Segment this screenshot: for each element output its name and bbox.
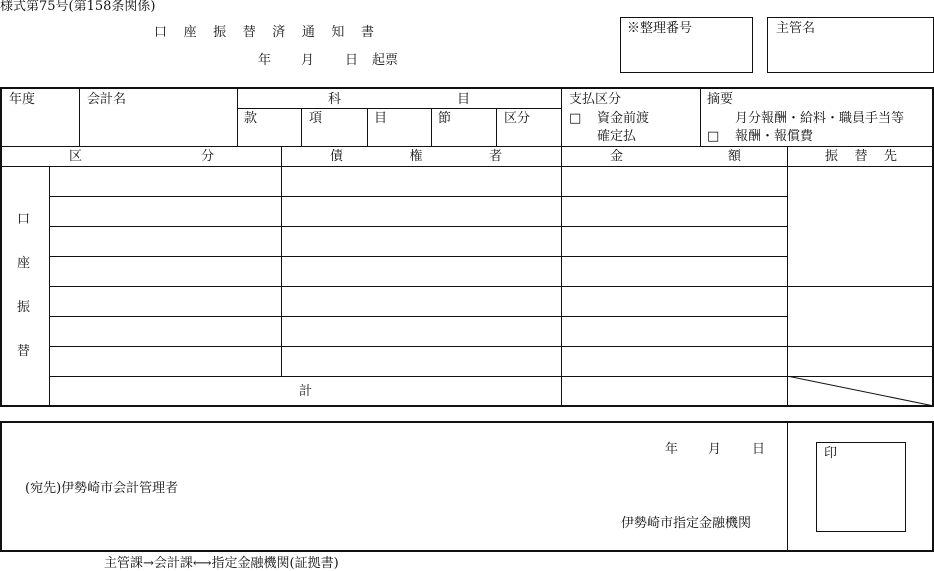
side-label-char: 振	[17, 300, 31, 315]
designated-bank: 伊勢崎市指定金融機関	[621, 516, 752, 531]
manager-box[interactable]	[767, 17, 934, 73]
transfer-destination-header: 振 替 先	[825, 149, 897, 164]
grid-line	[561, 88, 562, 406]
amount-header: 金 額	[610, 149, 741, 164]
grid-line	[49, 226, 787, 227]
title-char: 振	[213, 25, 227, 40]
addressee: (宛先)伊勢崎市会計管理者	[25, 481, 179, 496]
category-header: 区 分	[69, 149, 214, 164]
grid-line	[237, 108, 561, 109]
side-label-char: 座	[17, 256, 31, 271]
creditor-header: 債 権 者	[330, 149, 502, 164]
title-char: 済	[272, 25, 286, 40]
title-char: 座	[183, 25, 197, 40]
budget-kubun-label: 区分	[504, 111, 531, 126]
draft-date-month: 月	[301, 53, 315, 68]
grid-line	[49, 166, 50, 406]
grid-line	[431, 108, 432, 146]
remuneration-checkbox[interactable]: □	[707, 129, 720, 144]
notice-date-month: 月	[708, 442, 722, 457]
seal-box	[816, 442, 906, 532]
grid-line	[0, 146, 934, 147]
grid-line	[700, 88, 701, 146]
account-name-label: 会計名	[87, 92, 127, 107]
title-char: 知	[331, 25, 345, 40]
grid-line	[49, 286, 934, 287]
seal-label: 印	[824, 446, 838, 461]
grid-line	[367, 108, 368, 146]
budget-kan-label: 款	[244, 111, 258, 126]
budget-setsu-label: 節	[438, 111, 452, 126]
budget-moku-label: 目	[374, 111, 388, 126]
notice-date-day: 日	[752, 442, 766, 457]
title-char: 書	[360, 25, 374, 40]
document-title	[154, 26, 374, 39]
grid-line	[237, 88, 238, 146]
form-id: 様式第75号(第158条関係)	[0, 0, 156, 14]
advance-payment-checkbox[interactable]: □	[569, 111, 582, 126]
draft-date-year: 年	[258, 53, 272, 68]
budget-item-header: 科 目	[328, 92, 470, 107]
side-label-char: 口	[17, 212, 31, 227]
total-label: 計	[299, 384, 313, 399]
grid-line	[49, 196, 787, 197]
grid-line	[49, 316, 787, 317]
grid-line	[301, 108, 302, 146]
summary-line1: 月分報酬・給料・職員手当等	[735, 111, 905, 126]
title-char: 通	[301, 25, 315, 40]
grid-line	[49, 346, 934, 347]
grid-line	[787, 146, 788, 406]
notice-date-year: 年	[665, 442, 679, 457]
summary-label: 摘要	[707, 92, 734, 107]
ref-number-label: ※整理番号	[627, 21, 693, 36]
grid-line	[496, 108, 497, 146]
routing-note: 主管課→会計課⟷指定金融機関(証拠書)	[104, 556, 339, 571]
summary-line2: 報酬・報償費	[735, 129, 814, 144]
grid-line	[281, 146, 282, 376]
manager-label: 主管名	[776, 21, 816, 36]
grid-line	[787, 422, 788, 552]
diagonal-line	[787, 376, 934, 406]
fiscal-year-label: 年度	[9, 92, 36, 107]
budget-kou-label: 項	[309, 111, 323, 126]
draft-date-suffix: 起票	[372, 53, 399, 68]
payment-type-label: 支払区分	[569, 92, 622, 107]
grid-line	[79, 88, 80, 146]
side-label-char: 替	[17, 344, 31, 359]
advance-payment-label: 資金前渡	[597, 111, 650, 126]
fixed-payment-label: 確定払	[597, 129, 637, 144]
ref-number-box[interactable]	[620, 17, 753, 73]
grid-line	[0, 166, 934, 167]
title-char: 口	[154, 25, 168, 40]
draft-date-day: 日	[345, 53, 359, 68]
title-char: 替	[242, 25, 256, 40]
grid-line	[49, 256, 787, 257]
